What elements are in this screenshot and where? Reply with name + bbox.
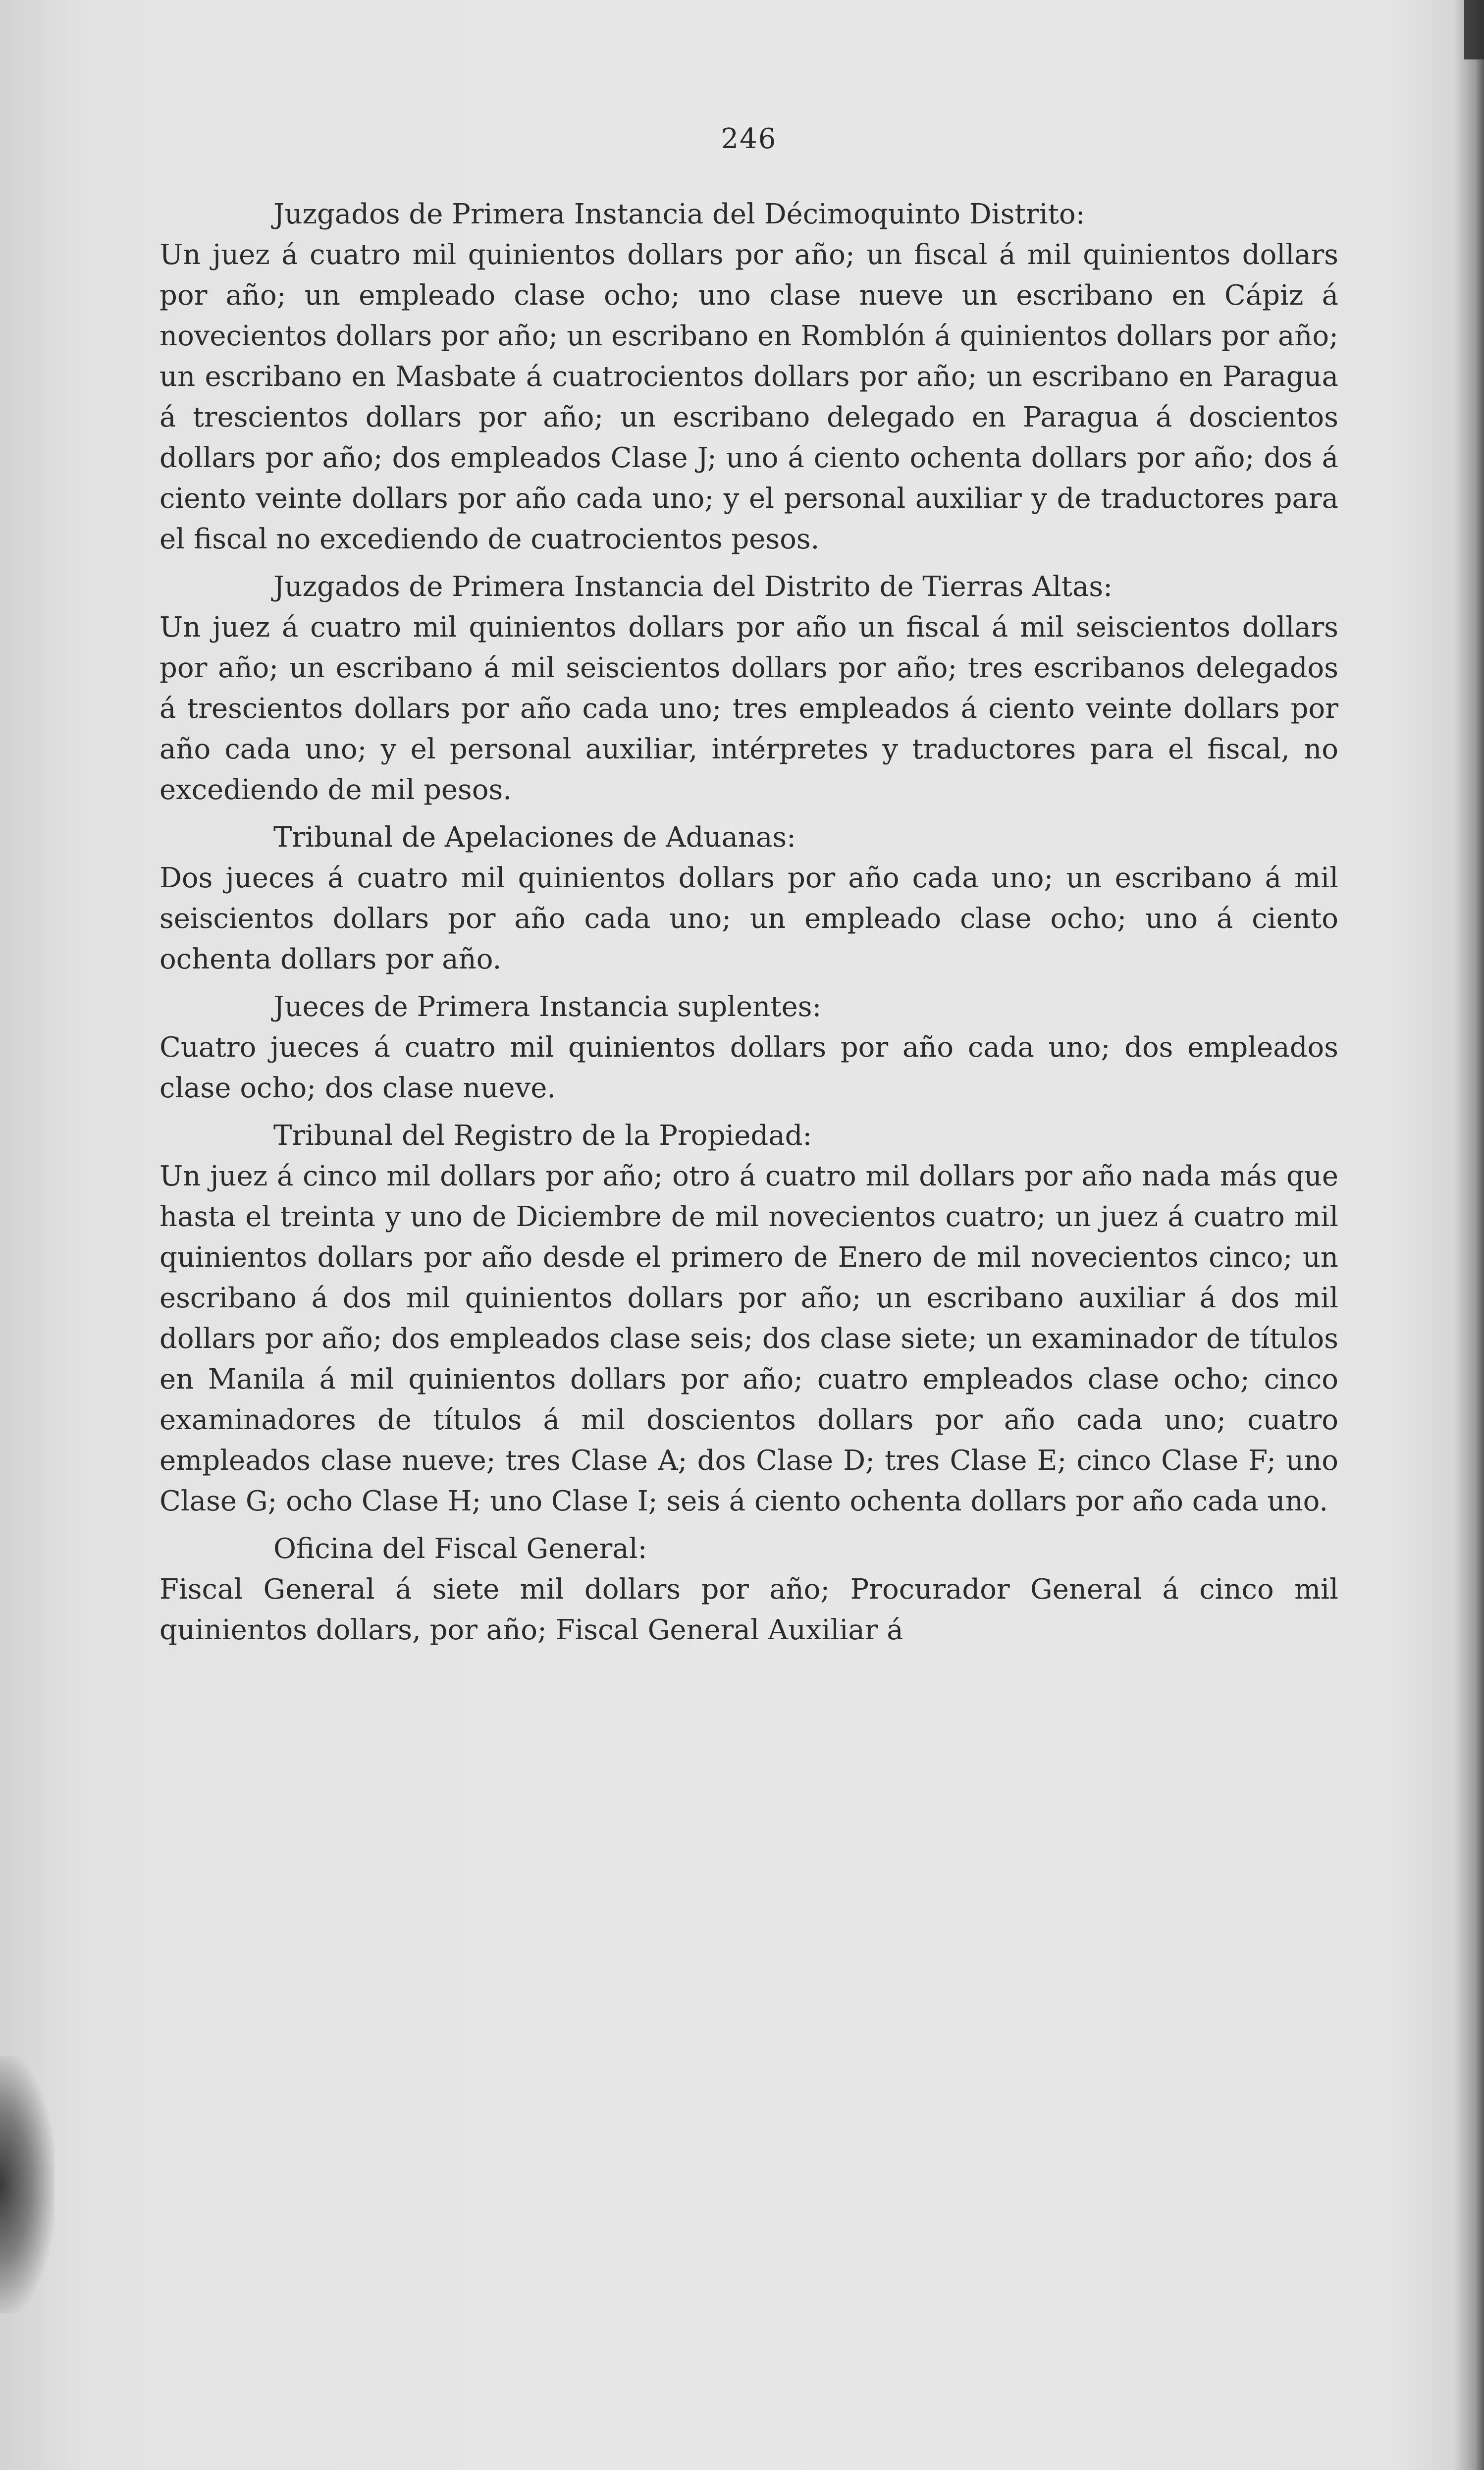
section-body-aduanas: Dos jueces á cuatro mil quinientos dollars por año cada uno; un escribano á mil seiscientos dollars por año cada uno; un empleado clase ocho; uno á ciento ochenta dollars por año. — [159, 862, 1338, 975]
section-body-suplentes: Cuatro jueces á cuatro mil quinientos dollars por año cada uno; dos empleados clase ocho; dos clase nueve. — [159, 1031, 1338, 1104]
page-number: 246 — [721, 123, 777, 155]
section-body-registro: Un juez á cinco mil dollars por año; otro á cuatro mil dollars por año nada más que hasta el treinta y uno de Diciembre de mil novecientos cuatro; un juez á cuatro mil quinientos dollars por año desde el primero de Enero de mil novecientos cinco; un escribano á dos mil quinientos dollars por año; un escribano auxiliar á dos mil dollars por año; dos empleados clase seis; dos clase siete; un examinador de títulos en Manila á mil quinientos dollars por año; cuatro empleados clase ocho; cinco examinadores de títulos á mil doscientos dollars por año cada uno; cuatro empleados clase nueve; tres Clase A; dos Clase D; tres Clase E; cinco Clase F; uno Clase G; ocho Clase H; uno Clase I; seis á ciento ochenta dollars por año cada uno. — [159, 1160, 1338, 1517]
section-heading-fiscal-general: Oficina del Fiscal General: — [273, 1533, 647, 1565]
section-heading-decimoquinto: Juzgados de Primera Instancia del Décimoquinto Distrito: — [273, 198, 1085, 230]
thumb-smudge — [0, 2056, 54, 2313]
section-heading-registro: Tribunal del Registro de la Propiedad: — [273, 1120, 812, 1152]
section-body-tierras-altas: Un juez á cuatro mil quinientos dollars por año un fiscal á mil seiscientos dollars por año; un escribano á mil seiscientos dollars por año; tres escribanos delegados á trescientos dollars por año cada uno; tres empleados á ciento veinte dollars por año cada uno; y el personal auxiliar, intérpretes y traductores para el fiscal, no excediendo de mil pesos. — [159, 611, 1338, 806]
document-text — [159, 119, 1338, 1651]
page-edge-shadow — [1454, 0, 1484, 2470]
section-body-decimoquinto: Un juez á cuatro mil quinientos dollars por año; un fiscal á mil quinientos dollars por año; un empleado clase ocho; uno clase nueve un escribano en Cápiz á novecientos dollars por año; un escribano en Romblón á quinientos dollars por año; un escribano en Masbate á cuatrocientos dollars por año; un escribano en Paragua á trescientos dollars por año; un escribano delegado en Paragua á doscientos dollars por año; dos empleados Clase J; uno á ciento ochenta dollars por año; dos á ciento veinte dollars por año cada uno; y el personal auxiliar y de traductores para el fiscal no excediendo de cuatrocientos pesos. — [159, 239, 1338, 555]
section-heading-tierras-altas: Juzgados de Primera Instancia del Distrito de Tierras Altas: — [273, 571, 1113, 603]
section-heading-aduanas: Tribunal de Apelaciones de Aduanas: — [273, 821, 796, 854]
page-corner-shadow — [1464, 0, 1484, 59]
section-body-fiscal-general: Fiscal General á siete mil dollars por año; Procurador General á cinco mil quinientos dollars, por año; Fiscal General Auxiliar á — [159, 1573, 1338, 1646]
section-heading-suplentes: Jueces de Primera Instancia suplentes: — [273, 991, 822, 1023]
